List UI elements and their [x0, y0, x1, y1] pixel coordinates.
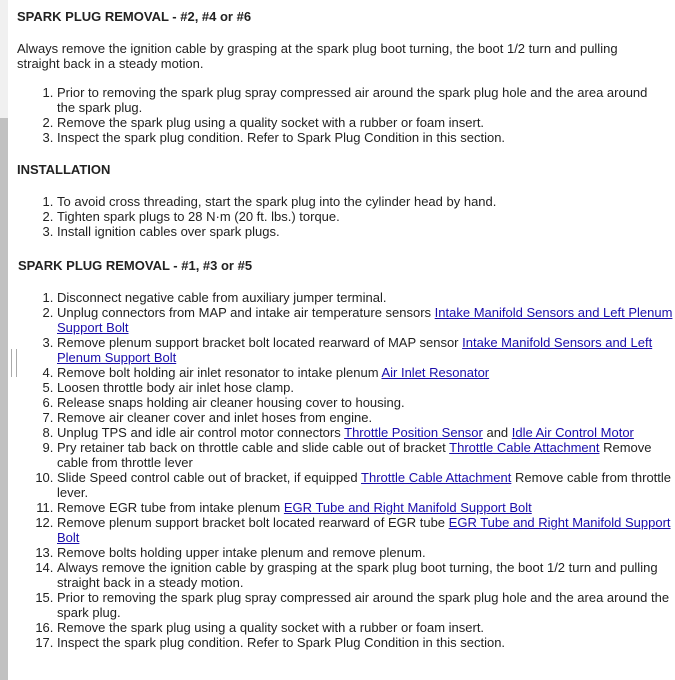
- section-heading-installation: INSTALLATION: [17, 162, 111, 177]
- step-text: Remove plenum support bracket bolt located rearward of MAP sensor: [57, 335, 463, 350]
- list-item: [57, 590, 675, 620]
- list-item: [57, 560, 675, 590]
- list-item: [57, 440, 675, 470]
- step-text: Remove plenum support bracket bolt located rearward of EGR tube: [57, 515, 449, 530]
- step-text: Pry retainer tab back on throttle cable and slide cable out of bracket: [57, 440, 450, 455]
- list-item: [57, 290, 675, 305]
- step-text: Remove the spark plug using a quality socket with a rubber or foam insert.: [57, 620, 485, 635]
- list-item: [57, 620, 675, 635]
- removal-even-steps: [17, 85, 662, 145]
- throttle-cable-attachment-link[interactable]: Throttle Cable Attachment: [449, 440, 600, 455]
- installation-steps: [17, 194, 662, 239]
- list-item: [57, 500, 675, 515]
- list-item: [57, 335, 675, 365]
- list-item: [57, 635, 675, 650]
- list-item: 2. Remove the spark plug using a quality socket with a rubber or foam insert.: [57, 115, 662, 130]
- step-text: and: [482, 425, 512, 440]
- list-item: [57, 395, 675, 410]
- intake-manifold-sensors-link[interactable]: Intake Manifold Sensors and Left Plenum Support Bolt: [57, 335, 653, 365]
- step-text: Disconnect negative cable from auxiliary jumper terminal.: [57, 290, 387, 305]
- list-item: [57, 410, 675, 425]
- step-text: Remove bolt holding air inlet resonator to intake plenum: [57, 365, 382, 380]
- throttle-position-sensor-link[interactable]: Throttle Position Sensor: [344, 425, 483, 440]
- removal-odd-steps: [17, 290, 675, 650]
- step-text: Remove bolts holding upper intake plenum and remove plenum.: [57, 545, 426, 560]
- intake-manifold-sensors-link[interactable]: Intake Manifold Sensors and Left Plenum Support Bolt: [57, 305, 673, 335]
- step-text: Prior to removing the spark plug spray compressed air around the spark plug hole and the area around the spark plug.: [57, 590, 670, 620]
- idle-air-control-motor-link[interactable]: Idle Air Control Motor: [511, 425, 634, 440]
- egr-tube-link[interactable]: EGR Tube and Right Manifold Support Bolt: [283, 500, 532, 515]
- egr-tube-link[interactable]: EGR Tube and Right Manifold Support Bolt: [57, 515, 671, 545]
- section-heading-removal-odd: SPARK PLUG REMOVAL - #1, #3 or #5: [18, 258, 253, 273]
- section-heading-removal-even: SPARK PLUG REMOVAL - #2, #4 or #6: [17, 9, 252, 24]
- scrollbar-track[interactable]: [0, 0, 8, 680]
- step-text: Always remove the ignition cable by grasping at the spark plug boot turning, the boot 1/2 turn and pulling straight back in a steady motion.: [57, 560, 658, 590]
- step-text: Inspect the spark plug condition. Refer to Spark Plug Condition in this section.: [57, 635, 506, 650]
- list-item: [57, 470, 675, 500]
- list-item: 1. Prior to removing the spark plug spray compressed air around the spark plug hole and the area around the spark plug.: [57, 85, 662, 115]
- step-text: Unplug connectors from MAP and intake air temperature sensors: [57, 305, 435, 320]
- step-text: Slide Speed control cable out of bracket, if equipped: [57, 470, 362, 485]
- step-text: Release snaps holding air cleaner housing cover to housing.: [57, 395, 405, 410]
- list-item: [57, 365, 675, 380]
- list-item: 1. To avoid cross threading, start the spark plug into the cylinder head by hand.: [57, 194, 662, 209]
- step-text: Unplug TPS and idle air control motor connectors: [57, 425, 345, 440]
- scrollbar-thumb[interactable]: [0, 118, 8, 680]
- throttle-cable-attachment-link[interactable]: Throttle Cable Attachment: [361, 470, 512, 485]
- step-text: Remove cable from throttle lever.: [57, 470, 672, 500]
- list-item: 3. Inspect the spark plug condition. Refer to Spark Plug Condition in this section.: [57, 130, 662, 145]
- list-item: 3. Install ignition cables over spark plugs.: [57, 224, 662, 239]
- step-text: Loosen throttle body air inlet hose clamp.: [57, 380, 295, 395]
- step-text: Remove air cleaner cover and inlet hoses from engine.: [57, 410, 373, 425]
- list-item: [57, 545, 675, 560]
- step-text: Remove EGR tube from intake plenum: [57, 500, 284, 515]
- list-item: [57, 515, 675, 545]
- air-inlet-resonator-link[interactable]: Air Inlet Resonator: [381, 365, 490, 380]
- list-item: [57, 380, 675, 395]
- list-item: 2. Tighten spark plugs to 28 N·m (20 ft. lbs.) torque.: [57, 209, 662, 224]
- removal-intro-paragraph: Always remove the ignition cable by grasping at the spark plug boot turning, the boot 1/2 turn and pulling straight back in a steady motion.: [17, 41, 618, 71]
- step-text: Remove cable from throttle lever: [57, 440, 652, 470]
- list-item: [57, 305, 675, 335]
- list-item: [57, 425, 675, 440]
